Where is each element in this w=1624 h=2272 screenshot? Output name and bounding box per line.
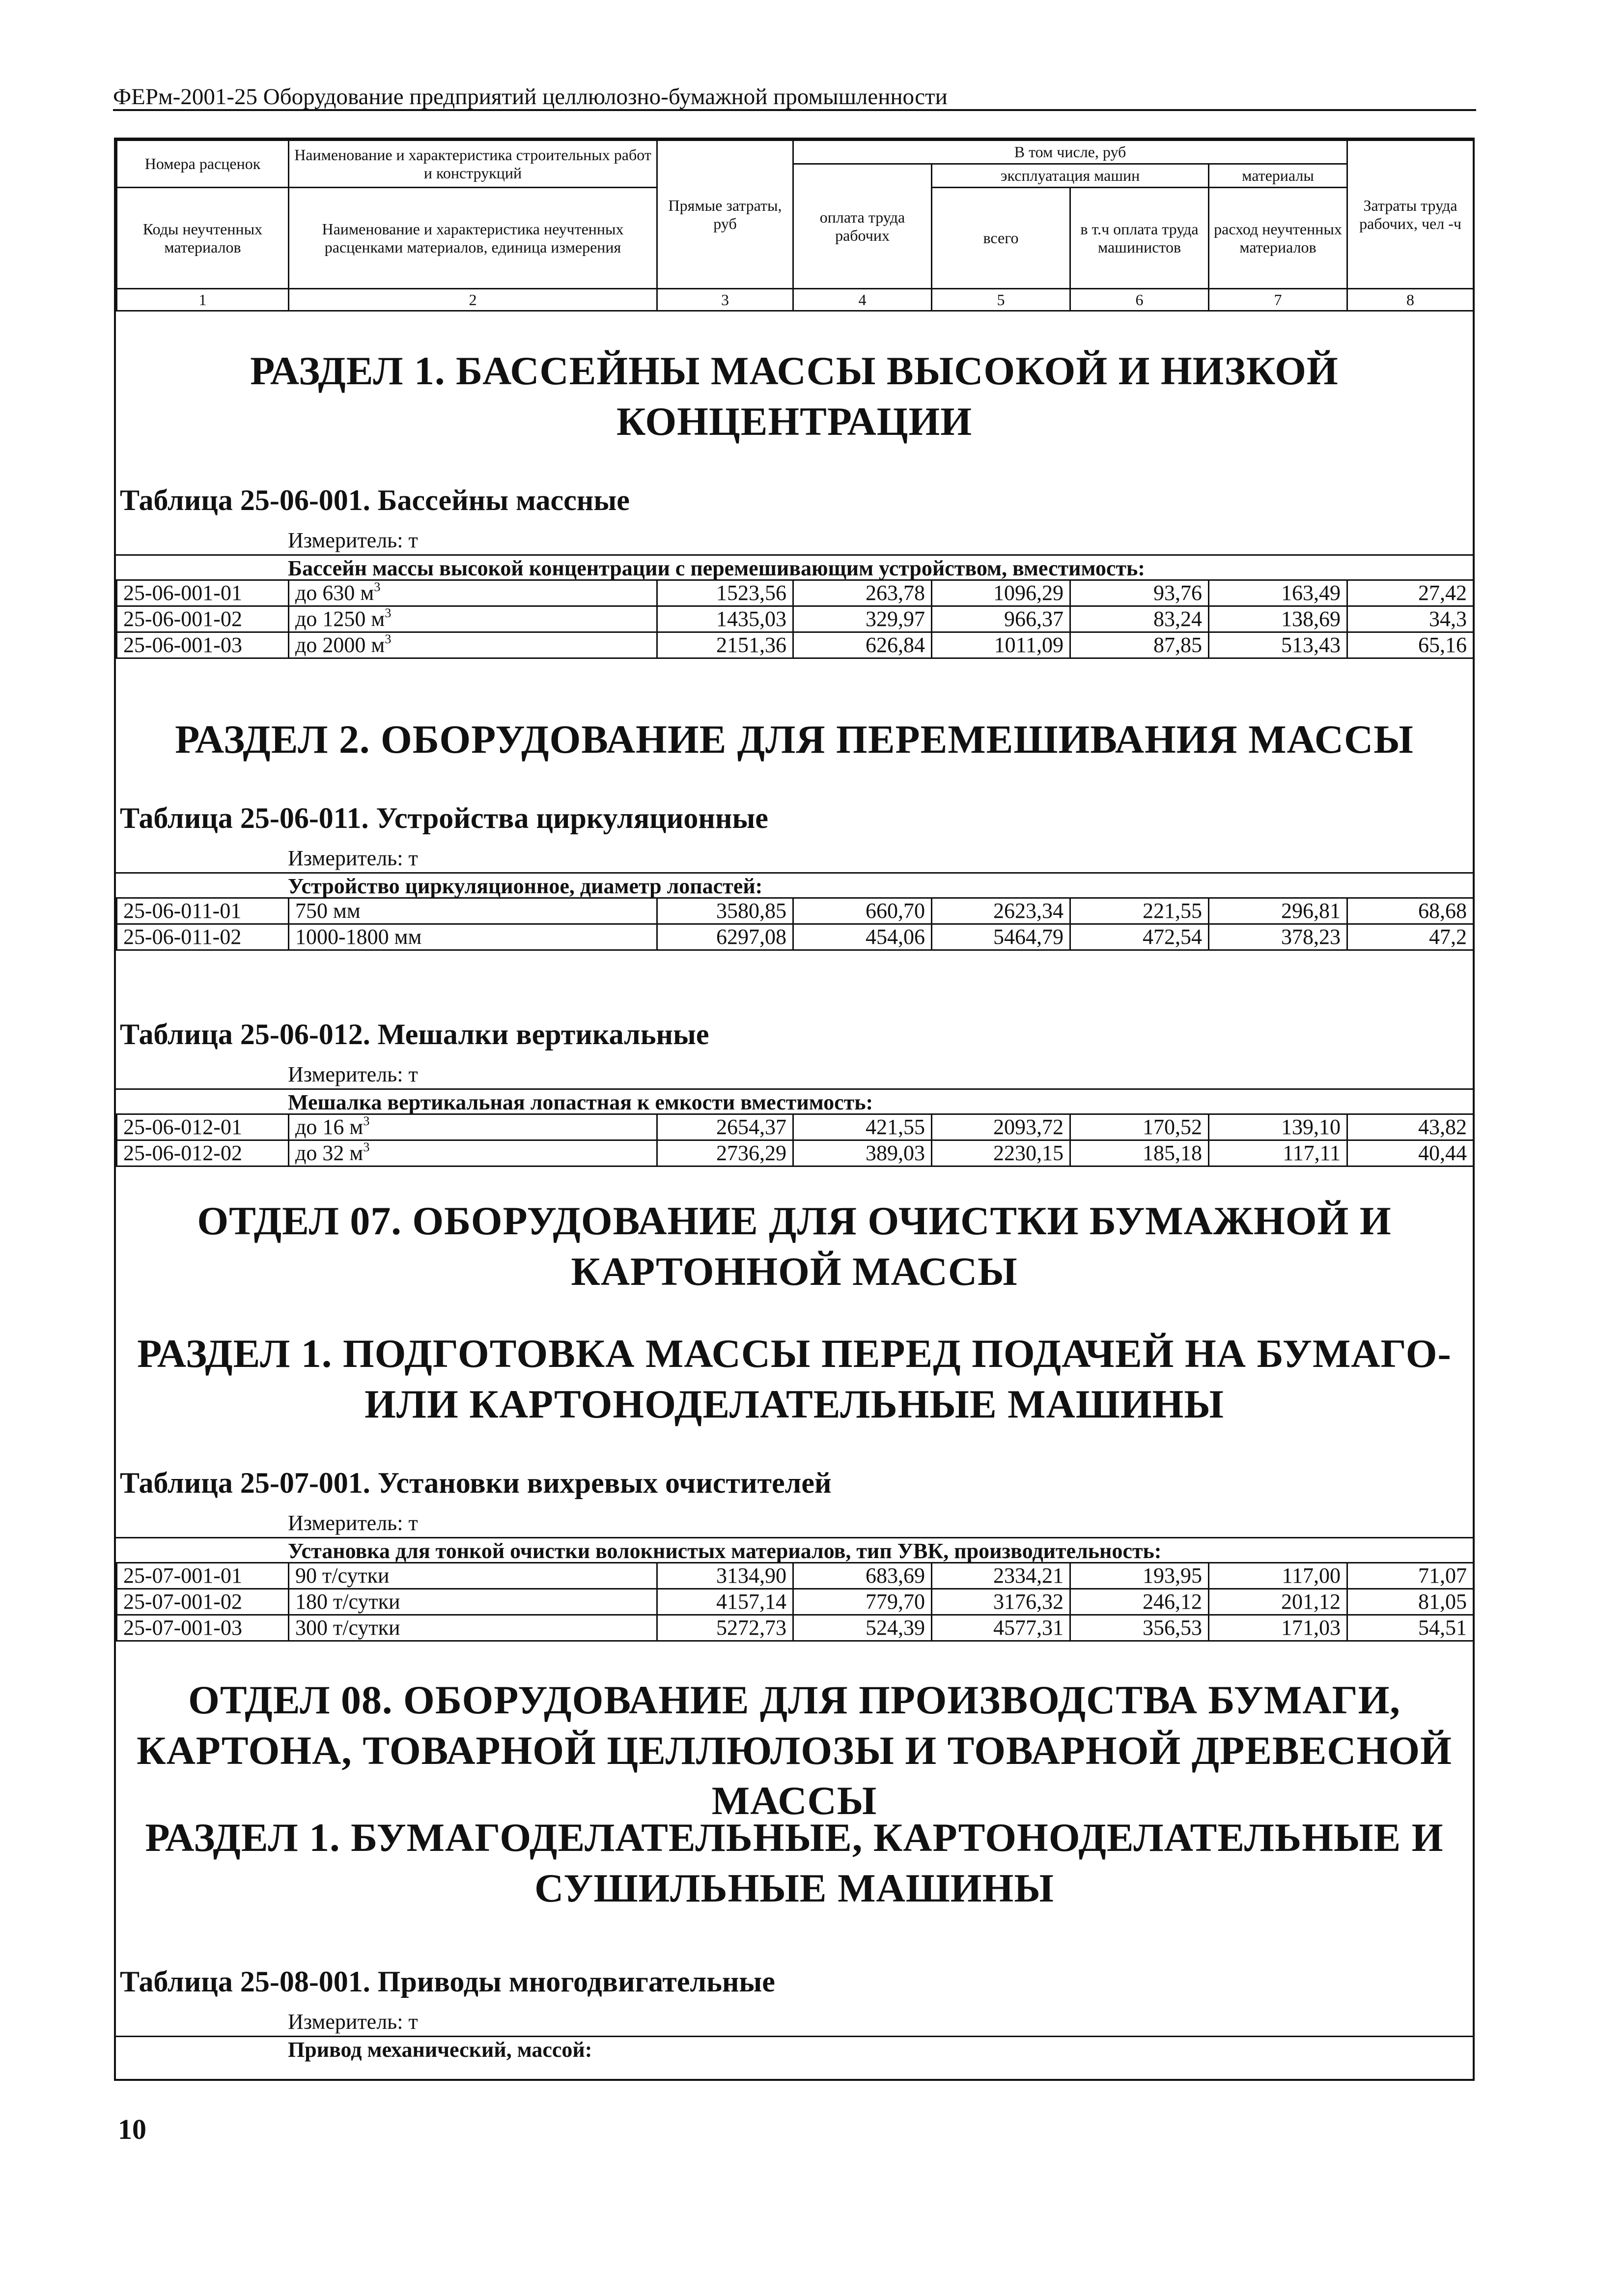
direct-cost-cell: 1435,03 [657, 606, 793, 632]
col-1-bottom: Коды неучтенных материалов [117, 188, 289, 289]
table-row [117, 580, 1474, 606]
col-3-header: Прямые затраты, руб [657, 141, 793, 289]
machine-total-cell: 1096,29 [932, 580, 1070, 606]
operator-pay-cell: 472,54 [1070, 924, 1209, 950]
rate-code-cell: 25-06-001-01 [117, 580, 289, 606]
labor-pay-cell: 626,84 [793, 632, 932, 658]
incl-header: В том числе, руб [793, 141, 1347, 164]
table-row [117, 1140, 1474, 1166]
col-7-header: расход неучтенных материалов [1209, 188, 1347, 289]
rate-name-cell: до 32 $м^3$ [289, 1140, 657, 1166]
machine-total-cell: 5464,79 [932, 924, 1070, 950]
labor-hours-cell: 71,07 [1347, 1563, 1474, 1589]
operator-pay-cell: 83,24 [1070, 606, 1209, 632]
machine-total-cell: 2230,15 [932, 1140, 1070, 1166]
unit-exponent: 3 [374, 579, 381, 594]
table-25-08-001-measure: Измеритель: т [288, 2010, 418, 2034]
machine-total-cell: 1011,09 [932, 632, 1070, 658]
section-1-title: РАЗДЕЛ 1. БАССЕЙНЫ МАССЫ ВЫСОКОЙ И НИЗКОЙ КОНЦЕНТРАЦИИ [250, 348, 1339, 444]
labor-pay-cell: 524,39 [793, 1615, 932, 1641]
table-25-06-011-rows [116, 897, 1474, 951]
table-25-06-012-title: Таблица 25-06-012. Мешалки вертикальные [120, 1018, 709, 1051]
machine-total-cell: 2623,34 [932, 898, 1070, 924]
labor-hours-cell: 34,3 [1347, 606, 1474, 632]
col-5-header: всего [932, 188, 1070, 289]
table-25-06-011-title: Таблица 25-06-011. Устройства циркуляционные [120, 802, 768, 834]
unit-exponent: 3 [363, 1113, 370, 1128]
table-row [117, 632, 1474, 658]
table-25-07-001-subtitle: Установка для тонкой очистки волокнистых материалов, тип УВК, производительность: [288, 1539, 1162, 1563]
labor-hours-cell: 27,42 [1347, 580, 1474, 606]
direct-cost-cell: 5272,73 [657, 1615, 793, 1641]
table-25-06-001-measure: Измеритель: т [288, 528, 418, 552]
materials-cell: 117,00 [1209, 1563, 1347, 1589]
operator-pay-cell: 185,18 [1070, 1140, 1209, 1166]
col-8-header: Затраты труда рабочих, чел -ч [1347, 141, 1474, 289]
labor-pay-cell: 263,78 [793, 580, 932, 606]
page-number: 10 [118, 2113, 146, 2145]
labor-hours-cell: 47,2 [1347, 924, 1474, 950]
materials-cell: 139,10 [1209, 1114, 1347, 1140]
division-07-title: ОТДЕЛ 07. ОБОРУДОВАНИЕ ДЛЯ ОЧИСТКИ БУМАЖНОЙ И КАРТОННОЙ МАССЫ [197, 1198, 1392, 1294]
materials-cell: 138,69 [1209, 606, 1347, 632]
rate-name-cell: до 1250 $м^3$ [289, 606, 657, 632]
materials-header: материалы [1209, 164, 1347, 188]
table-25-06-011-subtitle: Устройство циркуляционное, диаметр лопастей: [288, 874, 763, 898]
rate-code-cell: 25-07-001-01 [117, 1563, 289, 1589]
materials-cell: 513,43 [1209, 632, 1347, 658]
labor-hours-cell: 54,51 [1347, 1615, 1474, 1641]
unit-exponent: 3 [363, 1139, 370, 1154]
section-08-1-title: РАЗДЕЛ 1. БУМАГОДЕЛАТЕЛЬНЫЕ, КАРТОНОДЕЛАТЕЛЬНЫЕ И СУШИЛЬНЫЕ МАШИНЫ [145, 1815, 1444, 1910]
direct-cost-cell: 2654,37 [657, 1114, 793, 1140]
col-number: 1 [117, 289, 289, 311]
operator-pay-cell: 87,85 [1070, 632, 1209, 658]
page-frame [114, 138, 1475, 2081]
table-row [117, 924, 1474, 950]
table-25-07-001-title: Таблица 25-07-001. Установки вихревых очистителей [120, 1467, 832, 1499]
col-6-header: в т.ч оплата труда машинистов [1070, 188, 1209, 289]
rate-code-cell: 25-07-001-02 [117, 1589, 289, 1615]
direct-cost-cell: 3134,90 [657, 1563, 793, 1589]
operator-pay-cell: 246,12 [1070, 1589, 1209, 1615]
labor-hours-cell: 68,68 [1347, 898, 1474, 924]
rate-code-cell: 25-07-001-03 [117, 1615, 289, 1641]
unit-exponent: 3 [385, 631, 392, 646]
rate-name-cell: до 16 $м^3$ [289, 1114, 657, 1140]
labor-hours-cell: 81,05 [1347, 1589, 1474, 1615]
table-25-07-001-measure: Измеритель: т [288, 1511, 418, 1535]
table-25-08-001-subtitle: Привод механический, массой: [288, 2038, 592, 2062]
col-2-bottom: Наименование и характеристика неучтенных расценками материалов, единица измерения [289, 188, 657, 289]
rate-name-cell: 300 т/сутки [289, 1615, 657, 1641]
materials-cell: 163,49 [1209, 580, 1347, 606]
labor-pay-cell: 683,69 [793, 1563, 932, 1589]
labor-pay-cell: 389,03 [793, 1140, 932, 1166]
labor-hours-cell: 40,44 [1347, 1140, 1474, 1166]
labor-pay-cell: 660,70 [793, 898, 932, 924]
machine-total-cell: 966,37 [932, 606, 1070, 632]
running-header: ФЕРм-2001-25 Оборудование предприятий целлюлозно-бумажной промышленности [113, 84, 948, 110]
rate-code-cell: 25-06-001-02 [117, 606, 289, 632]
materials-cell: 296,81 [1209, 898, 1347, 924]
table-25-06-012-measure: Измеритель: т [288, 1062, 418, 1086]
unit-exponent: 3 [385, 605, 392, 620]
rate-name-cell: до 2000 $м^3$ [289, 632, 657, 658]
col-number: 3 [657, 289, 793, 311]
direct-cost-cell: 1523,56 [657, 580, 793, 606]
table-row [117, 1563, 1474, 1589]
operator-pay-cell: 356,53 [1070, 1615, 1209, 1641]
labor-hours-cell: 43,82 [1347, 1114, 1474, 1140]
machine-total-cell: 4577,31 [932, 1615, 1070, 1641]
labor-hours-cell: 65,16 [1347, 632, 1474, 658]
direct-cost-cell: 3580,85 [657, 898, 793, 924]
col-number: 7 [1209, 289, 1347, 311]
operator-pay-cell: 221,55 [1070, 898, 1209, 924]
rate-code-cell: 25-06-011-01 [117, 898, 289, 924]
col-2-top: Наименование и характеристика строительных работ и конструкций [289, 141, 657, 188]
operator-pay-cell: 93,76 [1070, 580, 1209, 606]
table-25-06-011-measure: Измеритель: т [288, 846, 418, 870]
section-2-title: РАЗДЕЛ 2. ОБОРУДОВАНИЕ ДЛЯ ПЕРЕМЕШИВАНИЯ МАССЫ [175, 717, 1414, 762]
direct-cost-cell: 4157,14 [657, 1589, 793, 1615]
direct-cost-cell: 2736,29 [657, 1140, 793, 1166]
operator-pay-cell: 170,52 [1070, 1114, 1209, 1140]
table-row [117, 1615, 1474, 1641]
table-25-08-001-title: Таблица 25-08-001. Приводы многодвигательные [120, 1965, 775, 1998]
column-header-table [116, 140, 1474, 312]
rate-code-cell: 25-06-011-02 [117, 924, 289, 950]
rate-name-cell: 90 т/сутки [289, 1563, 657, 1589]
materials-cell: 201,12 [1209, 1589, 1347, 1615]
materials-cell: 171,03 [1209, 1615, 1347, 1641]
machine-total-cell: 2334,21 [932, 1563, 1070, 1589]
materials-cell: 378,23 [1209, 924, 1347, 950]
rate-name-cell: до 630 $м^3$ [289, 580, 657, 606]
table-25-07-001-rows [116, 1562, 1474, 1642]
table-row [117, 606, 1474, 632]
table-row [117, 898, 1474, 924]
rate-name-cell: 750 мм [289, 898, 657, 924]
operator-pay-cell: 193,95 [1070, 1563, 1209, 1589]
table-25-06-012-subtitle: Мешалка вертикальная лопастная к емкости вместимость: [288, 1090, 873, 1114]
labor-pay-cell: 329,97 [793, 606, 932, 632]
rate-name-cell: 180 т/сутки [289, 1589, 657, 1615]
labor-pay-cell: 454,06 [793, 924, 932, 950]
rate-name-cell: 1000-1800 мм [289, 924, 657, 950]
table-row [117, 1114, 1474, 1140]
col-number: 8 [1347, 289, 1474, 311]
machine-total-cell: 3176,32 [932, 1589, 1070, 1615]
labor-pay-cell: 779,70 [793, 1589, 932, 1615]
col-number: 5 [932, 289, 1070, 311]
labor-pay-cell: 421,55 [793, 1114, 932, 1140]
col-number: 4 [793, 289, 932, 311]
machine-total-cell: 2093,72 [932, 1114, 1070, 1140]
direct-cost-cell: 2151,36 [657, 632, 793, 658]
exploit-header: эксплуатация машин [932, 164, 1209, 188]
direct-cost-cell: 6297,08 [657, 924, 793, 950]
col-number: 6 [1070, 289, 1209, 311]
table-row [117, 1589, 1474, 1615]
table-25-06-012-rows [116, 1113, 1474, 1167]
rate-code-cell: 25-06-012-02 [117, 1140, 289, 1166]
col-number: 2 [289, 289, 657, 311]
rate-code-cell: 25-06-001-03 [117, 632, 289, 658]
table-25-06-001-title: Таблица 25-06-001. Бассейны массные [120, 484, 630, 516]
header-rule [113, 109, 1476, 111]
col-1-top: Номера расценок [117, 141, 289, 188]
table-25-06-001-subtitle: Бассейн массы высокой концентрации с перемешивающим устройством, вместимость: [288, 556, 1145, 580]
col-4-header: оплата труда рабочих [793, 164, 932, 289]
materials-cell: 117,11 [1209, 1140, 1347, 1166]
section-07-1-title: РАЗДЕЛ 1. ПОДГОТОВКА МАССЫ ПЕРЕД ПОДАЧЕЙ НА БУМАГО- ИЛИ КАРТОНОДЕЛАТЕЛЬНЫЕ МАШИНЫ [137, 1331, 1452, 1426]
division-08-title: ОТДЕЛ 08. ОБОРУДОВАНИЕ ДЛЯ ПРОИЗВОДСТВА БУМАГИ, КАРТОНА, ТОВАРНОЙ ЦЕЛЛЮЛОЗЫ И ТОВАРНОЙ ДРЕВЕСНОЙ МАССЫ [137, 1677, 1452, 1823]
rate-code-cell: 25-06-012-01 [117, 1114, 289, 1140]
table-25-06-001-rows [116, 579, 1474, 659]
